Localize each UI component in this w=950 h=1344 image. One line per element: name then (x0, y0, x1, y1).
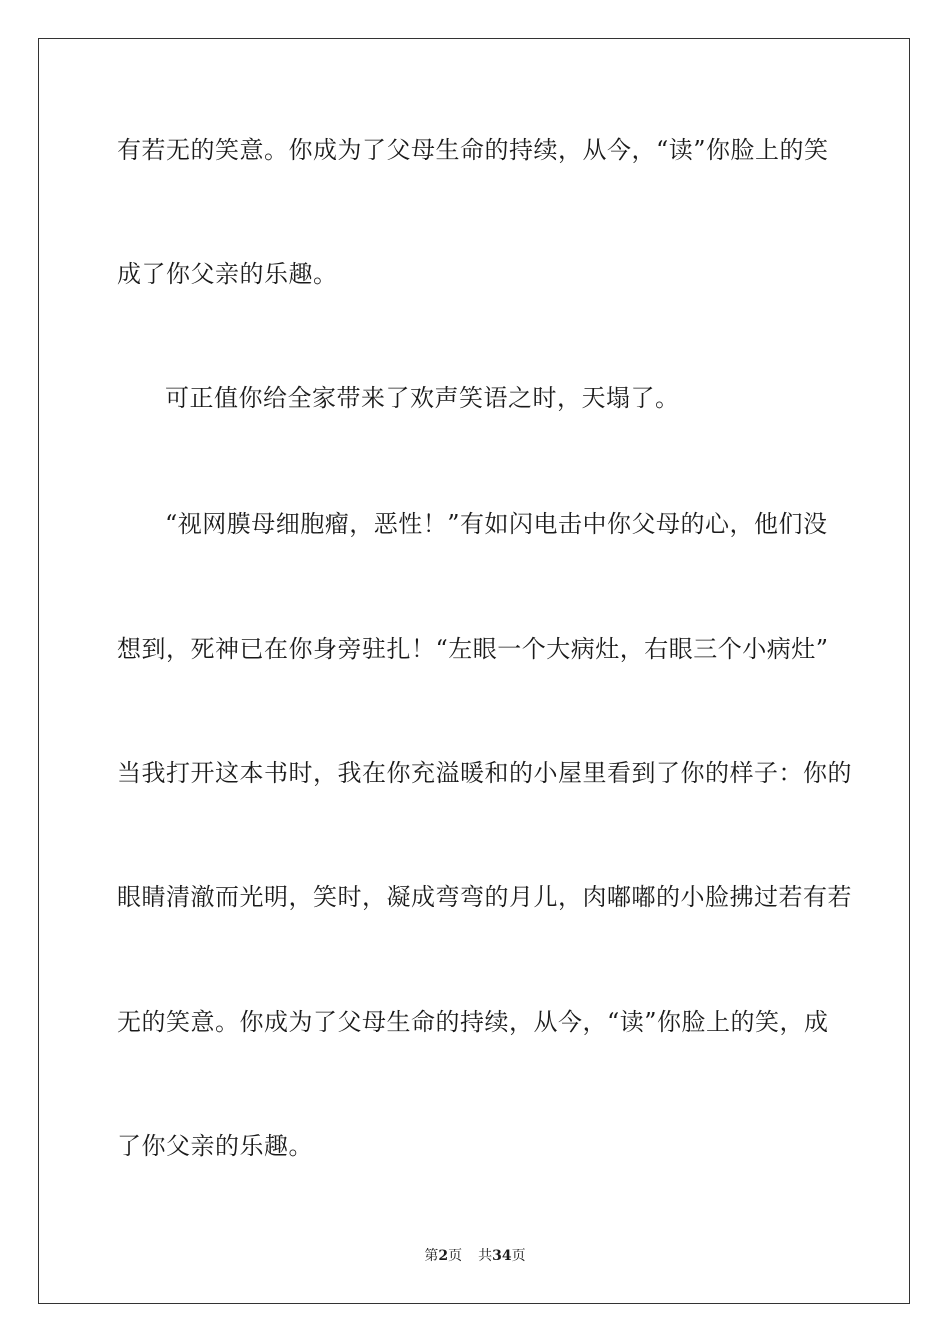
footer-total-pages: 34 (492, 1248, 512, 1264)
page-border (38, 38, 910, 1304)
text-line-2: 成了你父亲的乐趣。 (117, 260, 338, 288)
text-line-4: “视网膜母细胞瘤，恶性！”有如闪电击中你父母的心，他们没 (165, 510, 828, 538)
footer-total-prefix: 共 (478, 1248, 493, 1264)
text-line-3: 可正值你给全家带来了欢声笑语之时，天塌了。 (165, 384, 680, 412)
page-footer (0, 1247, 950, 1265)
footer-page-prefix: 第 (424, 1248, 439, 1264)
text-line-7: 眼睛清澈而光明，笑时，凝成弯弯的月儿，肉嘟嘟的小脸拂过若有若 (117, 883, 852, 911)
footer-page-number: 2 (438, 1248, 449, 1264)
footer-page-suffix: 页 (448, 1248, 463, 1264)
text-line-6: 当我打开这本书时，我在你充溢暖和的小屋里看到了你的样子：你的 (117, 759, 852, 787)
footer-total-suffix: 页 (511, 1248, 526, 1264)
text-line-9: 了你父亲的乐趣。 (117, 1132, 313, 1160)
text-line-5: 想到，死神已在你身旁驻扎！“左眼一个大病灶，右眼三个小病灶” (117, 635, 829, 663)
text-line-1: 有若无的笑意。你成为了父母生命的持续，从今，“读”你脸上的笑 (117, 136, 829, 164)
text-line-8: 无的笑意。你成为了父母生命的持续，从今，“读”你脸上的笑，成 (117, 1008, 829, 1036)
